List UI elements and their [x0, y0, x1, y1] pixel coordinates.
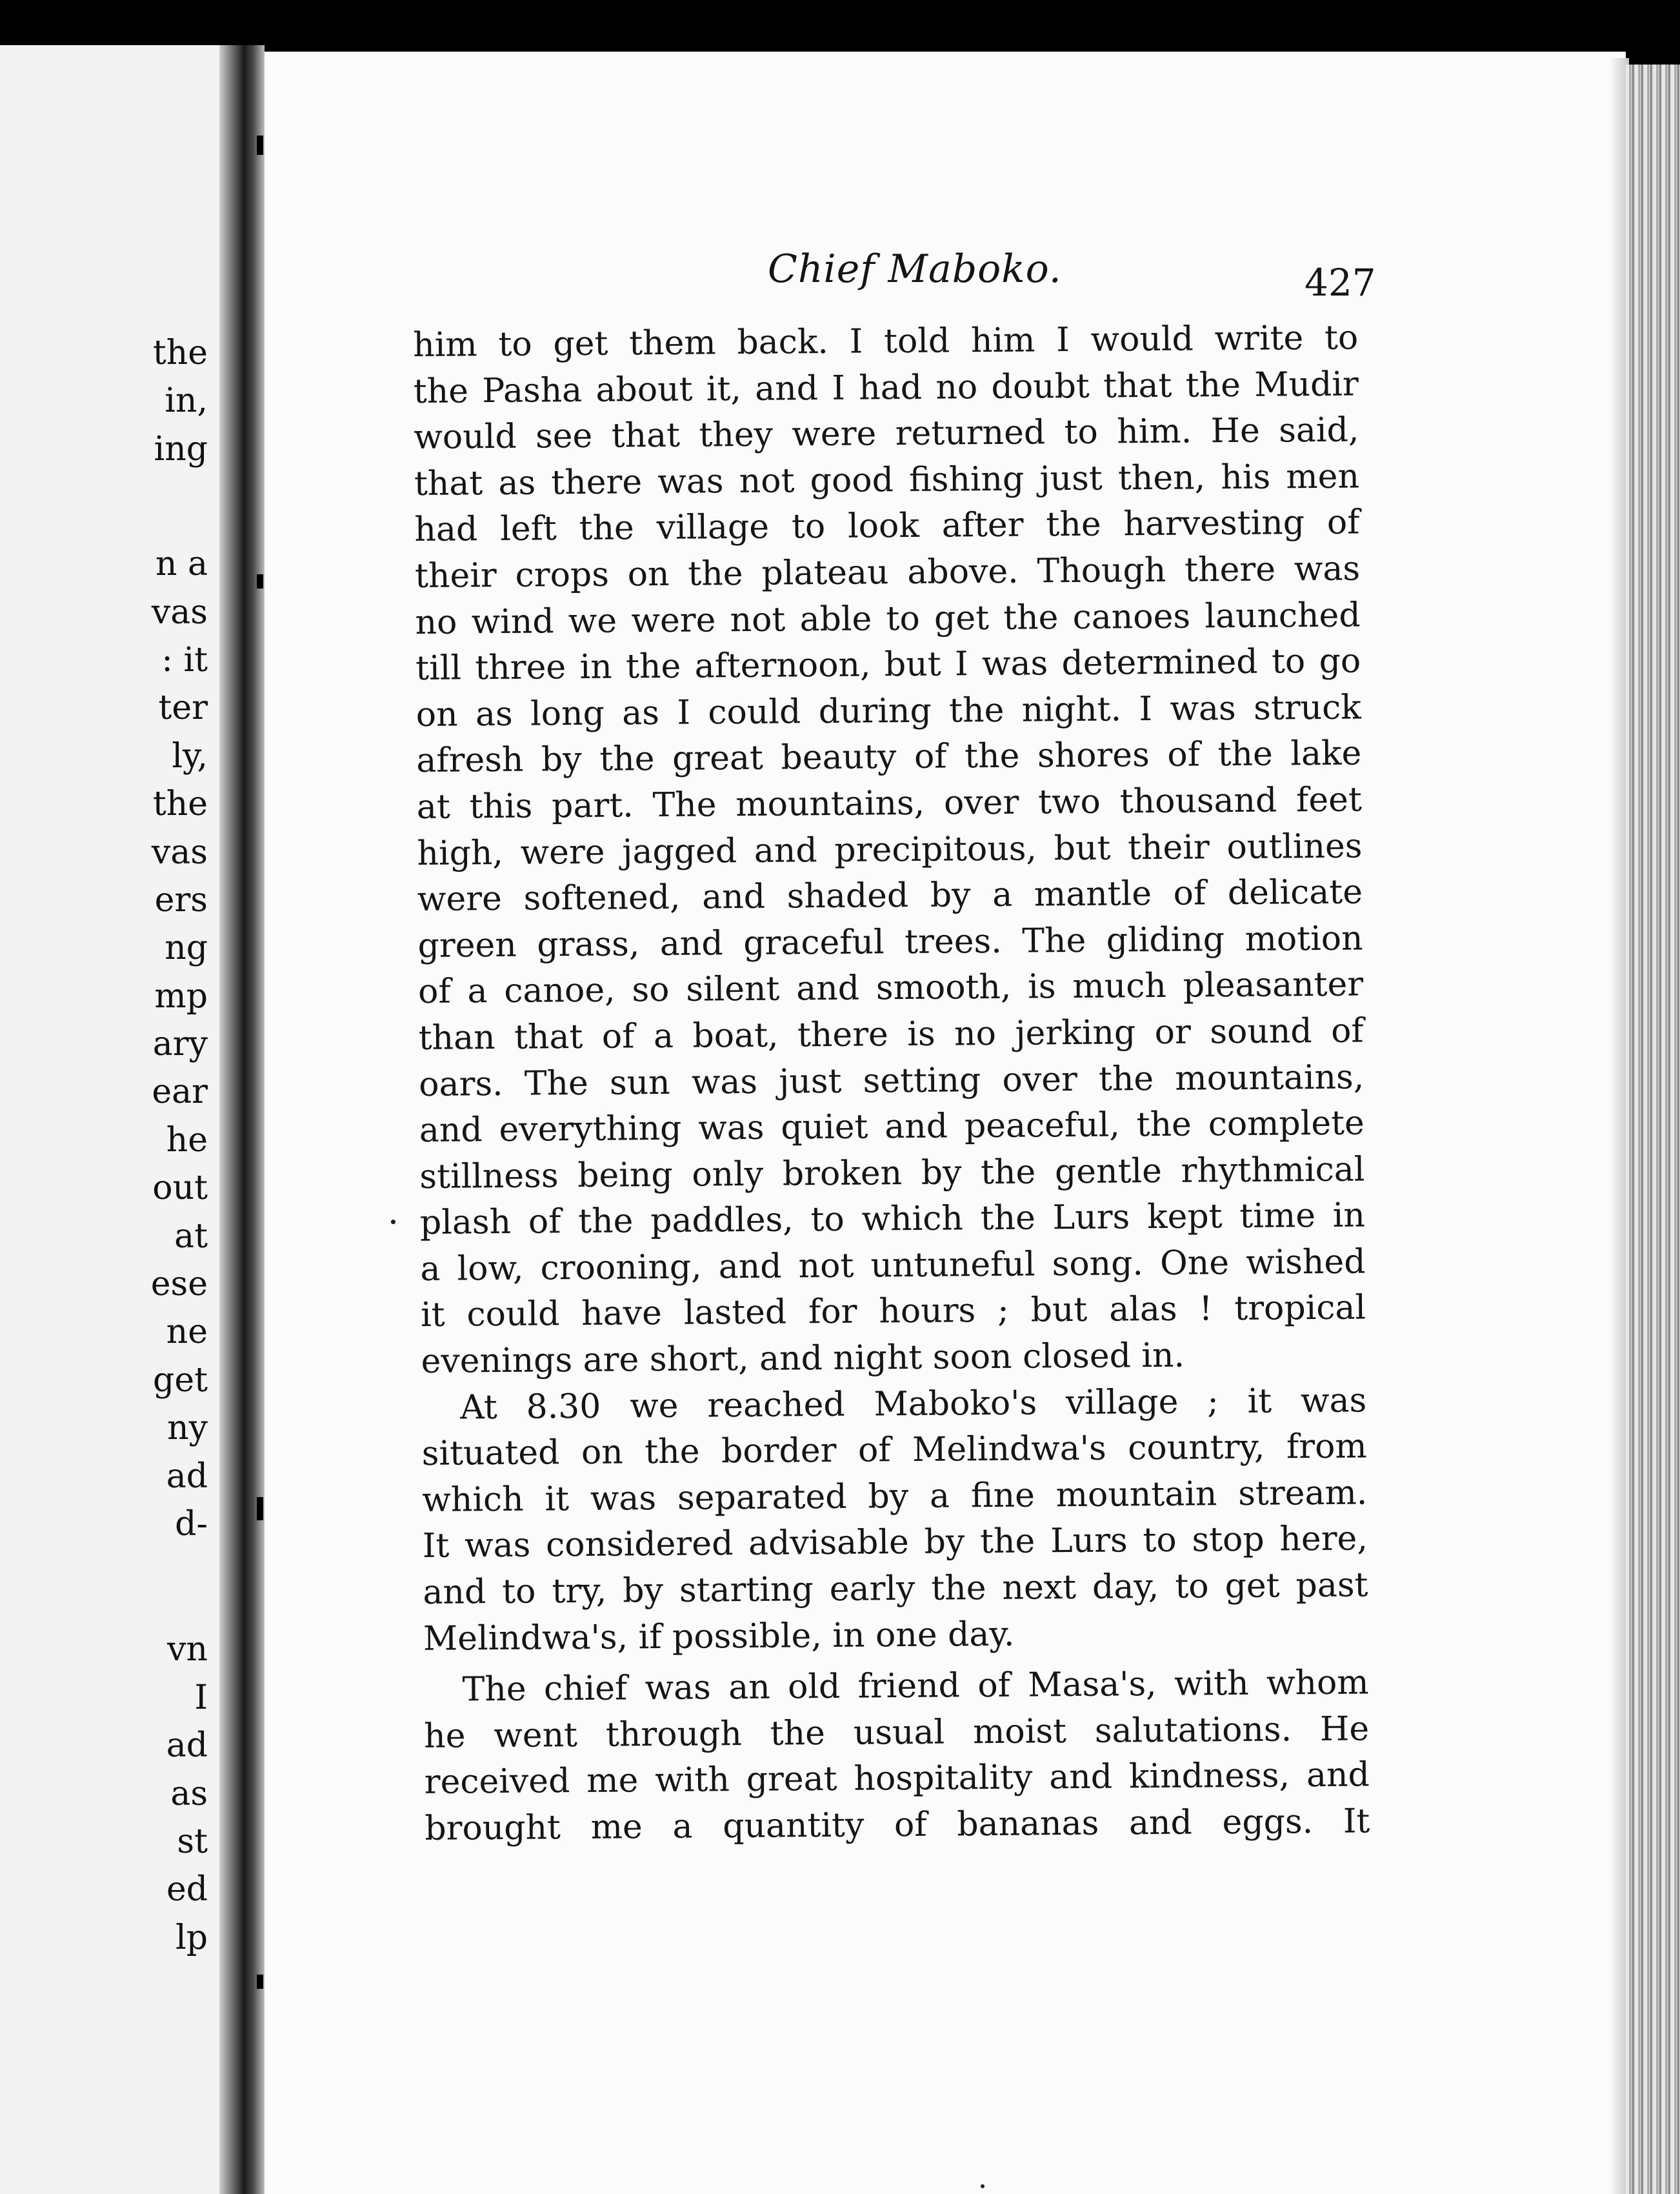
- text-line: and to try, by starting early the next day, to get past: [423, 1565, 1368, 1612]
- text-line: no wind we were not able to get the canoes launched: [415, 596, 1361, 642]
- book-gutter: [219, 45, 265, 2194]
- left-fragment: mp: [154, 976, 208, 1016]
- text-line: high, were jagged and precipitous, but their outlines: [417, 827, 1363, 873]
- text-line-paragraph-end: evenings are short, and night soon closed in.: [421, 1336, 1185, 1382]
- left-fragment: the: [152, 334, 208, 372]
- left-fragment: the: [152, 785, 208, 824]
- running-head: Chief Maboko.: [768, 247, 1062, 292]
- text-line-paragraph-start: The chief was an old friend of Masa's, with whom: [462, 1663, 1369, 1709]
- gutter-mark: [257, 1497, 263, 1520]
- left-fragment: n a: [155, 545, 208, 584]
- text-line: situated on the border of Melindwa's country, from: [421, 1427, 1367, 1474]
- left-fragment: ter: [158, 689, 208, 728]
- left-fragment: ary: [152, 1025, 208, 1064]
- left-fragment: ese: [150, 1265, 208, 1304]
- text-line: and everything was quiet and peaceful, the complete: [419, 1103, 1365, 1151]
- text-line: the Pasha about it, and I had no doubt that the Mudir: [413, 365, 1359, 411]
- text-line: he went through the usual moist salutations. He: [423, 1709, 1370, 1756]
- left-fragment: ers: [154, 880, 208, 920]
- left-fragment: out: [152, 1169, 208, 1208]
- text-line: than that of a boat, there is no jerking or sound of: [418, 1011, 1364, 1058]
- text-line: had left the village to look after the harvesting of: [414, 503, 1360, 550]
- left-fragment: I: [194, 1678, 208, 1717]
- left-fragment: in,: [165, 381, 208, 421]
- text-line: him to get them back. I told him I would write to: [413, 318, 1359, 365]
- text-line: till three in the afternoon, but I was determined to go: [415, 641, 1361, 689]
- text-line: oars. The sun was just setting over the mountains,: [419, 1057, 1365, 1104]
- text-line: It was considered advisable by the Lurs to stop here,: [422, 1519, 1368, 1566]
- text-line: at this part. The mountains, over two thousand feet: [416, 780, 1363, 827]
- left-fragment: ly,: [172, 736, 208, 776]
- text-line: stillness being only broken by the gentle rhythmical: [419, 1150, 1365, 1196]
- left-fragment: ing: [154, 429, 208, 468]
- text-line: green grass, and graceful trees. The gliding motion: [417, 919, 1363, 965]
- page-stack-edges: [1626, 65, 1680, 2194]
- text-line-paragraph-start: At 8.30 we reached Maboko's village ; it was: [459, 1381, 1367, 1427]
- left-fragment: ear: [152, 1072, 208, 1112]
- text-line: afresh by the great beauty of the shores of the lake: [416, 734, 1362, 781]
- text-line: were softened, and shaded by a mantle of delicate: [417, 872, 1363, 920]
- text-line: brought me a quantity of bananas and eggs. It: [425, 1802, 1370, 1848]
- left-fragment-gap: [151, 1548, 208, 1625]
- gutter-mark: [257, 1975, 263, 1989]
- left-facing-page: [0, 45, 219, 2194]
- ink-speck: [981, 2184, 985, 2188]
- left-fragment: get: [153, 1360, 208, 1400]
- text-line: plash of the paddles, to which the Lurs kept time in: [419, 1196, 1366, 1243]
- text-line: it could have lasted for hours ; but alas ! tropical: [420, 1288, 1366, 1335]
- text-line: of a canoe, so silent and smooth, is much pleasanter: [417, 965, 1364, 1012]
- left-fragment: lp: [175, 1918, 208, 1957]
- left-page-text-fragments: [151, 329, 208, 1962]
- left-fragment: vas: [151, 592, 208, 632]
- text-line: on as long as I could during the night. I was struck: [415, 688, 1361, 734]
- body-text: [413, 315, 1370, 1852]
- left-fragment: ne: [166, 1313, 208, 1352]
- left-fragment: ed: [166, 1870, 208, 1909]
- left-fragment: ad: [166, 1726, 208, 1766]
- text-line: a low, crooning, and not untuneful song. One wished: [420, 1242, 1366, 1289]
- page-number: 427: [1305, 261, 1376, 305]
- left-fragment: ng: [165, 929, 208, 968]
- left-fragment: as: [170, 1774, 208, 1813]
- left-fragment-gap: [151, 473, 208, 540]
- gutter-mark: [257, 574, 263, 589]
- left-fragment: at: [174, 1216, 208, 1256]
- text-line: their crops on the plateau above. Though there was: [414, 549, 1361, 596]
- text-line: which it was separated by a fine mountain stream.: [422, 1473, 1368, 1520]
- left-fragment: ad: [166, 1456, 208, 1496]
- left-fragment: vn: [167, 1630, 208, 1669]
- text-line: that as there was not good fishing just then, his men: [414, 457, 1360, 503]
- gutter-mark: [257, 136, 263, 155]
- left-fragment: he: [166, 1120, 208, 1160]
- left-fragment: ny: [167, 1409, 208, 1448]
- ink-speck: [391, 1220, 395, 1224]
- left-fragment: d-: [175, 1504, 208, 1544]
- text-line: would see that they were returned to him. He said,: [414, 410, 1359, 458]
- text-line: received me with great hospitality and kindness, and: [424, 1755, 1370, 1802]
- left-fragment: vas: [151, 832, 208, 872]
- text-line-paragraph-end: Melindwa's, if possible, in one day.: [423, 1615, 1015, 1658]
- left-fragment: : it: [161, 640, 208, 679]
- left-fragment: st: [177, 1822, 208, 1861]
